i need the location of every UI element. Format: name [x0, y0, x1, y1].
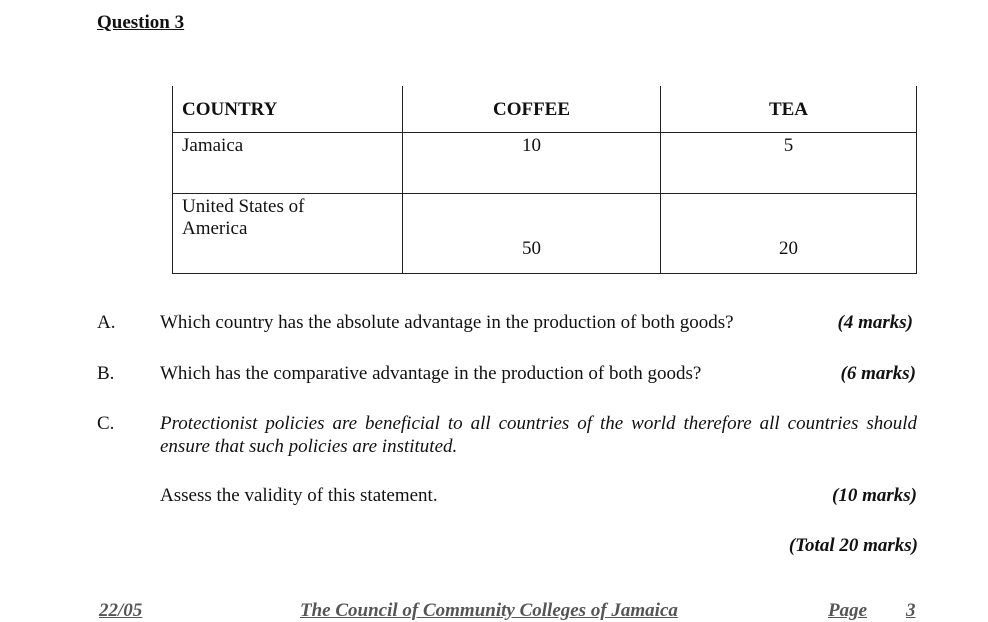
total-marks: (Total 20 marks): [788, 535, 918, 556]
table-header-row: [173, 86, 917, 133]
footer-page-number: 3: [906, 600, 916, 621]
cell-tea: 5: [661, 133, 917, 194]
part-a-text: Which country has the absolute advantage in the production of both goods?: [160, 312, 734, 333]
header-country: COUNTRY: [173, 86, 403, 133]
part-c-instruction: Assess the validity of this statement.: [160, 485, 438, 506]
cell-coffee: 10: [403, 133, 661, 194]
header-tea: TEA: [661, 86, 917, 133]
table-row: [173, 194, 917, 274]
cell-tea: 20: [661, 194, 917, 274]
part-b-marks: (6 marks): [840, 363, 916, 384]
header-coffee: COFFEE: [403, 86, 661, 133]
part-b-letter: B.: [97, 363, 115, 384]
cell-country: Jamaica: [173, 133, 403, 194]
cell-country-line2: America: [182, 218, 248, 239]
part-c-letter: C.: [97, 413, 115, 434]
cell-coffee: 50: [403, 194, 661, 274]
table-row: [173, 133, 917, 194]
footer-page-label: Page: [828, 600, 868, 621]
part-c-marks: (10 marks): [832, 485, 917, 506]
cell-country: [173, 194, 403, 274]
footer-institution: The Council of Community Colleges of Jamaica: [300, 600, 678, 621]
part-c-statement: Protectionist policies are beneficial to all countries of the world therefore all countries should ensure that such policies are instituted.: [160, 413, 917, 457]
question-title: Question 3: [97, 12, 185, 33]
footer-code: 22/05: [99, 600, 143, 621]
production-table: [172, 86, 917, 274]
part-a-marks: (4 marks): [837, 312, 913, 333]
cell-country-line1: United States of: [182, 196, 305, 217]
part-a-letter: A.: [97, 312, 116, 333]
part-b-text: Which has the comparative advantage in the production of both goods?: [160, 363, 702, 384]
